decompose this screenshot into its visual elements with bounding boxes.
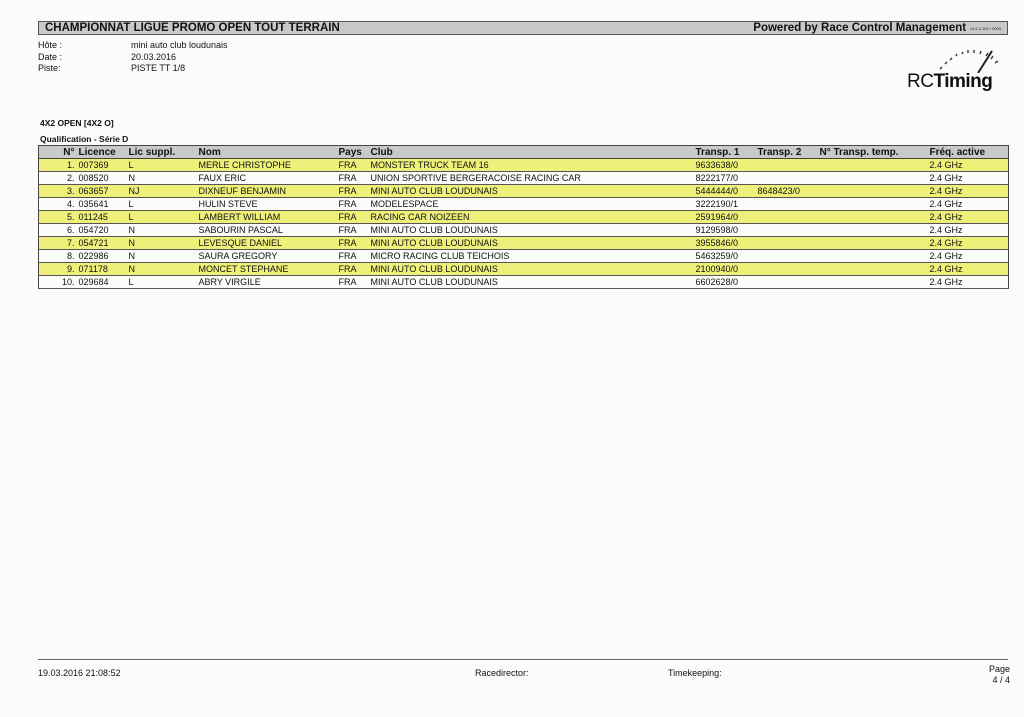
col-header-no: N° <box>39 146 77 159</box>
timekeeping-label: Timekeeping: <box>668 668 722 678</box>
name-cell: MERLE CHRISTOPHE <box>198 160 291 170</box>
col-header-club: Club <box>369 146 694 159</box>
row-number: 4. <box>66 199 75 209</box>
temp-transponder-cell <box>818 211 928 224</box>
temp-transponder-cell <box>818 185 928 198</box>
frequency-cell: 2.4 GHz <box>929 160 963 170</box>
transponder2-cell: 8648423/0 <box>757 186 801 196</box>
lic-suppl-cell: NJ <box>128 186 140 196</box>
licence-cell: 011245 <box>78 212 108 222</box>
lic-suppl-cell: N <box>128 251 135 261</box>
logo-text-timing: Timing <box>933 71 993 92</box>
club-cell: MONSTER TRUCK TEAM 16 <box>370 160 489 170</box>
transponder1-cell: 9633638/0 <box>695 160 739 170</box>
licence-cell: 054721 <box>78 238 109 248</box>
club-cell: MINI AUTO CLUB LOUDUNAIS <box>370 277 498 287</box>
lic-suppl-cell: L <box>128 212 134 222</box>
col-header-transp-temp: N° Transp. temp. <box>818 146 928 159</box>
temp-transponder-cell <box>818 276 928 289</box>
col-header-lic-suppl: Lic suppl. <box>127 146 197 159</box>
club-cell: MINI AUTO CLUB LOUDUNAIS <box>370 186 498 196</box>
country-cell: FRA <box>338 225 357 235</box>
lic-suppl-cell: N <box>128 264 135 274</box>
row-number: 3. <box>66 186 75 196</box>
temp-transponder-cell <box>818 198 928 211</box>
licence-cell: 008520 <box>78 173 109 183</box>
page-number <box>960 664 1010 686</box>
lic-suppl-cell: N <box>128 173 135 183</box>
name-cell: SAURA GREGORY <box>198 251 278 261</box>
row-number: 10. <box>61 277 75 287</box>
col-header-pays: Pays <box>337 146 369 159</box>
name-cell: FAUX ERIC <box>198 173 247 183</box>
transponder2-cell <box>756 172 818 185</box>
racedirector-label: Racedirector: <box>475 668 529 678</box>
col-header-transp2: Transp. 2 <box>756 146 818 159</box>
country-cell: FRA <box>338 199 357 209</box>
name-cell: HULIN STEVE <box>198 199 258 209</box>
meta-track <box>38 63 228 75</box>
transponder2-cell <box>756 159 818 172</box>
row-number: 5. <box>66 212 75 222</box>
temp-transponder-cell <box>818 250 928 263</box>
transponder1-cell: 3222190/1 <box>695 199 739 209</box>
temp-transponder-cell <box>818 237 928 250</box>
report-header-bar <box>38 21 1008 35</box>
meta-track-value: PISTE TT 1/8 <box>131 63 186 73</box>
licence-cell: 029684 <box>78 277 109 287</box>
frequency-cell: 2.4 GHz <box>929 186 963 196</box>
lic-suppl-cell: N <box>128 225 135 235</box>
row-number: 2. <box>66 173 75 183</box>
name-cell: LEVESQUE DANIEL <box>198 238 283 248</box>
page-label: Page <box>988 664 1010 674</box>
table-row <box>39 185 1009 198</box>
transponder2-cell <box>756 237 818 250</box>
page-value: 4 / 4 <box>992 675 1010 685</box>
name-cell: ABRY VIRGILE <box>198 277 261 287</box>
meta-date <box>38 52 228 64</box>
licence-cell: 022986 <box>78 251 109 261</box>
meta-host-label: Hôte : <box>38 40 63 50</box>
licence-cell: 054720 <box>78 225 109 235</box>
temp-transponder-cell <box>818 263 928 276</box>
logo-text-rc: RC <box>907 71 934 92</box>
meta-track-label: Piste: <box>38 63 61 73</box>
licence-cell: 063657 <box>78 186 109 196</box>
name-cell: LAMBERT WILLIAM <box>198 212 281 222</box>
lic-suppl-cell: N <box>128 238 135 248</box>
table-row <box>39 263 1009 276</box>
name-cell: MONCET STEPHANE <box>198 264 289 274</box>
table-row <box>39 211 1009 224</box>
lic-suppl-cell: L <box>128 277 134 287</box>
temp-transponder-cell <box>818 224 928 237</box>
transponder2-cell <box>756 263 818 276</box>
meta-date-label: Date : <box>38 51 63 62</box>
print-datetime: 19.03.2016 21:08:52 <box>38 668 121 678</box>
transponder1-cell: 8222177/0 <box>695 173 739 183</box>
frequency-cell: 2.4 GHz <box>929 264 963 274</box>
club-cell: MINI AUTO CLUB LOUDUNAIS <box>370 238 498 248</box>
col-header-transp1: Transp. 1 <box>694 146 756 159</box>
transponder1-cell: 3955846/0 <box>695 238 739 248</box>
country-cell: FRA <box>338 251 357 261</box>
transponder2-cell <box>756 276 818 289</box>
country-cell: FRA <box>338 277 357 287</box>
club-cell: MINI AUTO CLUB LOUDUNAIS <box>370 264 498 274</box>
frequency-cell: 2.4 GHz <box>929 277 963 287</box>
table-header-row <box>39 146 1009 159</box>
transponder1-cell: 2100940/0 <box>695 264 739 274</box>
results-table <box>38 145 1009 289</box>
logo-wordmark <box>907 71 992 93</box>
licence-cell: 007369 <box>78 160 109 170</box>
meta-host <box>38 40 228 52</box>
meta-host-value: mini auto club loudunais <box>131 40 228 50</box>
table-row <box>39 224 1009 237</box>
frequency-cell: 2.4 GHz <box>929 199 963 209</box>
rc-timing-logo <box>906 43 1006 95</box>
row-number: 6. <box>66 225 75 235</box>
table-row <box>39 237 1009 250</box>
meta-date-value: 20.03.2016 <box>131 51 177 62</box>
results-body <box>39 159 1009 289</box>
col-header-nom: Nom <box>197 146 337 159</box>
lic-suppl-cell: L <box>128 199 134 209</box>
frequency-cell: 2.4 GHz <box>929 238 963 248</box>
speedometer-icon <box>934 43 1004 73</box>
row-number: 7. <box>66 238 75 248</box>
club-cell: MINI AUTO CLUB LOUDUNAIS <box>370 225 498 235</box>
country-cell: FRA <box>338 264 357 274</box>
country-cell: FRA <box>338 238 357 248</box>
transponder1-cell: 5444444/0 <box>695 186 739 196</box>
country-cell: FRA <box>338 212 357 222</box>
club-cell: RACING CAR NOIZEEN <box>370 212 470 222</box>
temp-transponder-cell <box>818 172 928 185</box>
licence-cell: 035641 <box>78 199 109 209</box>
frequency-cell: 2.4 GHz <box>929 251 963 261</box>
transponder1-cell: 6602628/0 <box>695 277 739 287</box>
name-cell: DIXNEUF BENJAMIN <box>198 186 287 196</box>
row-number: 1. <box>66 160 75 170</box>
table-row <box>39 198 1009 211</box>
powered-by <box>753 22 1001 34</box>
transponder2-cell <box>756 224 818 237</box>
col-header-licence: Licence <box>77 146 127 159</box>
table-row <box>39 159 1009 172</box>
table-row <box>39 172 1009 185</box>
transponder1-cell: 2591964/0 <box>695 212 739 222</box>
row-number: 8. <box>66 251 75 261</box>
championship-title: CHAMPIONNAT LIGUE PROMO OPEN TOUT TERRAIN <box>45 22 340 34</box>
transponder1-cell: 9129598/0 <box>695 225 739 235</box>
transponder2-cell <box>756 198 818 211</box>
table-row <box>39 250 1009 263</box>
table-row <box>39 276 1009 289</box>
powered-by-text: Powered by Race Control Management <box>753 22 967 34</box>
country-cell: FRA <box>338 173 357 183</box>
transponder1-cell: 5463259/0 <box>695 251 739 261</box>
transponder2-cell <box>756 250 818 263</box>
software-version: v3.2.2.102 / 0009 <box>970 25 1001 31</box>
col-header-freq: Fréq. active <box>928 146 1009 159</box>
country-cell: FRA <box>338 186 357 196</box>
row-number: 9. <box>66 264 75 274</box>
name-cell: SABOURIN PASCAL <box>198 225 283 235</box>
lic-suppl-cell: L <box>128 160 134 170</box>
club-cell: MODELESPACE <box>370 199 439 209</box>
country-cell: FRA <box>338 160 357 170</box>
club-cell: UNION SPORTIVE BERGERACOISE RACING CAR <box>370 173 581 183</box>
frequency-cell: 2.4 GHz <box>929 225 963 235</box>
event-meta <box>38 40 228 75</box>
frequency-cell: 2.4 GHz <box>929 173 963 183</box>
frequency-cell: 2.4 GHz <box>929 212 963 222</box>
temp-transponder-cell <box>818 159 928 172</box>
class-title: 4X2 OPEN [4X2 O] <box>40 118 114 128</box>
session-title: Qualification - Série D <box>40 134 129 144</box>
licence-cell: 071178 <box>78 264 108 274</box>
transponder2-cell <box>756 211 818 224</box>
club-cell: MICRO RACING CLUB TEICHOIS <box>370 251 510 261</box>
footer-divider <box>38 659 1008 660</box>
